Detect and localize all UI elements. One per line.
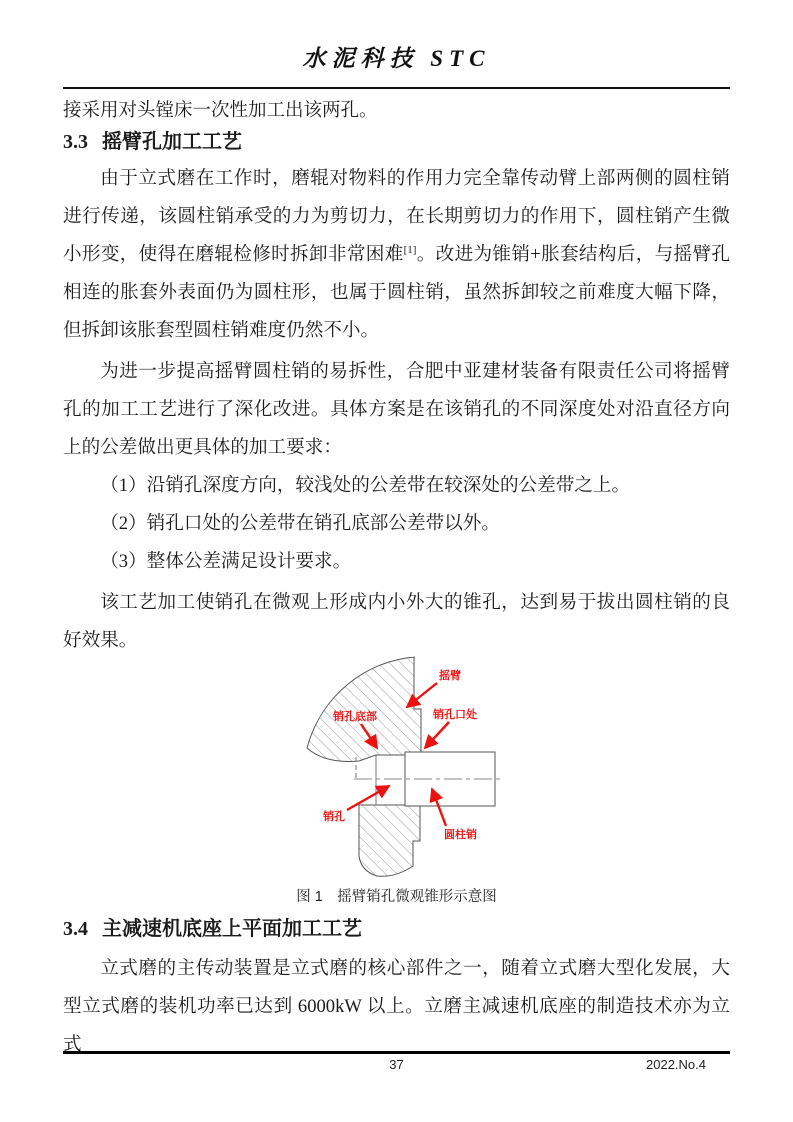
paragraph-1-text: 由于立式磨在工作时，磨辊对物料的作用力完全靠传动臂上部两侧的圆柱销进行传递，该圆柱销承受的力为剪切力，在长期剪切力的作用下，圆柱销产生微小形变，使得在磨辊检修时拆卸非常困难 <box>63 168 730 265</box>
paragraph-2: 为进一步提高摇臂圆柱销的易拆性，合肥中亚建材装备有限责任公司将摇臂孔的加工工艺进行了深化改进。具体方案是在该销孔的不同深度处对沿直径方向上的公差做出更具体的加工要求： <box>63 361 730 458</box>
footer-page-number: 37 <box>389 1057 404 1072</box>
journal-header-title: 水泥科技 STC <box>302 46 491 71</box>
figure-1-caption: 图 1 摇臂销孔微观锥形示意图 <box>296 889 497 905</box>
header-rule <box>63 87 730 89</box>
label-cylindrical-pin: 圆柱销 <box>443 829 477 841</box>
section-number: 3.4 <box>63 918 88 940</box>
list-item-2: （2）销孔口处的公差带在销孔底部公差带以外。 <box>100 513 500 534</box>
paragraph-4: 立式磨的主传动装置是立式磨的核心部件之一，随着立式磨大型化发展，大型立式磨的装机功率已达到 6000kW 以上。立磨主减速机底座的制造技术亦为立式 <box>63 958 730 1055</box>
label-pin-hole: 销孔 <box>322 811 345 823</box>
rocker-arm-pin-diagram <box>299 652 509 884</box>
list-item-3: （3）整体公差满足设计要求。 <box>100 551 352 572</box>
page-content <box>63 0 730 1064</box>
rocker-arm-lower-section <box>359 805 420 876</box>
list-item-1: （1）沿销孔深度方向，较浅处的公差带在较深处的公差带之上。 <box>100 475 631 496</box>
section-number: 3.3 <box>63 131 88 153</box>
section-title: 摇臂孔加工工艺 <box>102 131 242 153</box>
footer-issue-label: 2022.No.4 <box>646 1057 706 1072</box>
footer-rule <box>63 1051 730 1054</box>
label-pin-hole-mouth: 销孔口处 <box>432 709 477 721</box>
figure-1 <box>63 652 730 884</box>
section-heading-3-3 <box>63 127 730 157</box>
rocker-arm-upper-section <box>307 657 421 761</box>
paragraph-3: 该工艺加工使销孔在微观上形成内小外大的锥孔，达到易于拔出圆柱销的良好效果。 <box>63 592 730 651</box>
paragraph-1-text-cont: 。改进为锥销+胀套结构后，与摇臂孔相连的胀套外表面仍为圆柱形，也属于圆柱销，虽然拆卸较之前难度大幅下降，但拆卸该胀套型圆柱销难度仍然不小。 <box>63 244 730 341</box>
label-rocker-arm: 摇臂 <box>438 670 461 682</box>
label-pin-hole-bottom: 销孔底部 <box>332 711 377 723</box>
paragraph-1 <box>63 160 730 350</box>
section-title: 主减速机底座上平面加工工艺 <box>102 918 362 940</box>
arrow-pin-hole-mouth <box>425 722 449 748</box>
reference-marker: [1] <box>403 243 417 256</box>
intro-line: 接采用对头镗床一次性加工出该两孔。 <box>63 101 378 121</box>
section-heading-3-4 <box>63 914 730 944</box>
